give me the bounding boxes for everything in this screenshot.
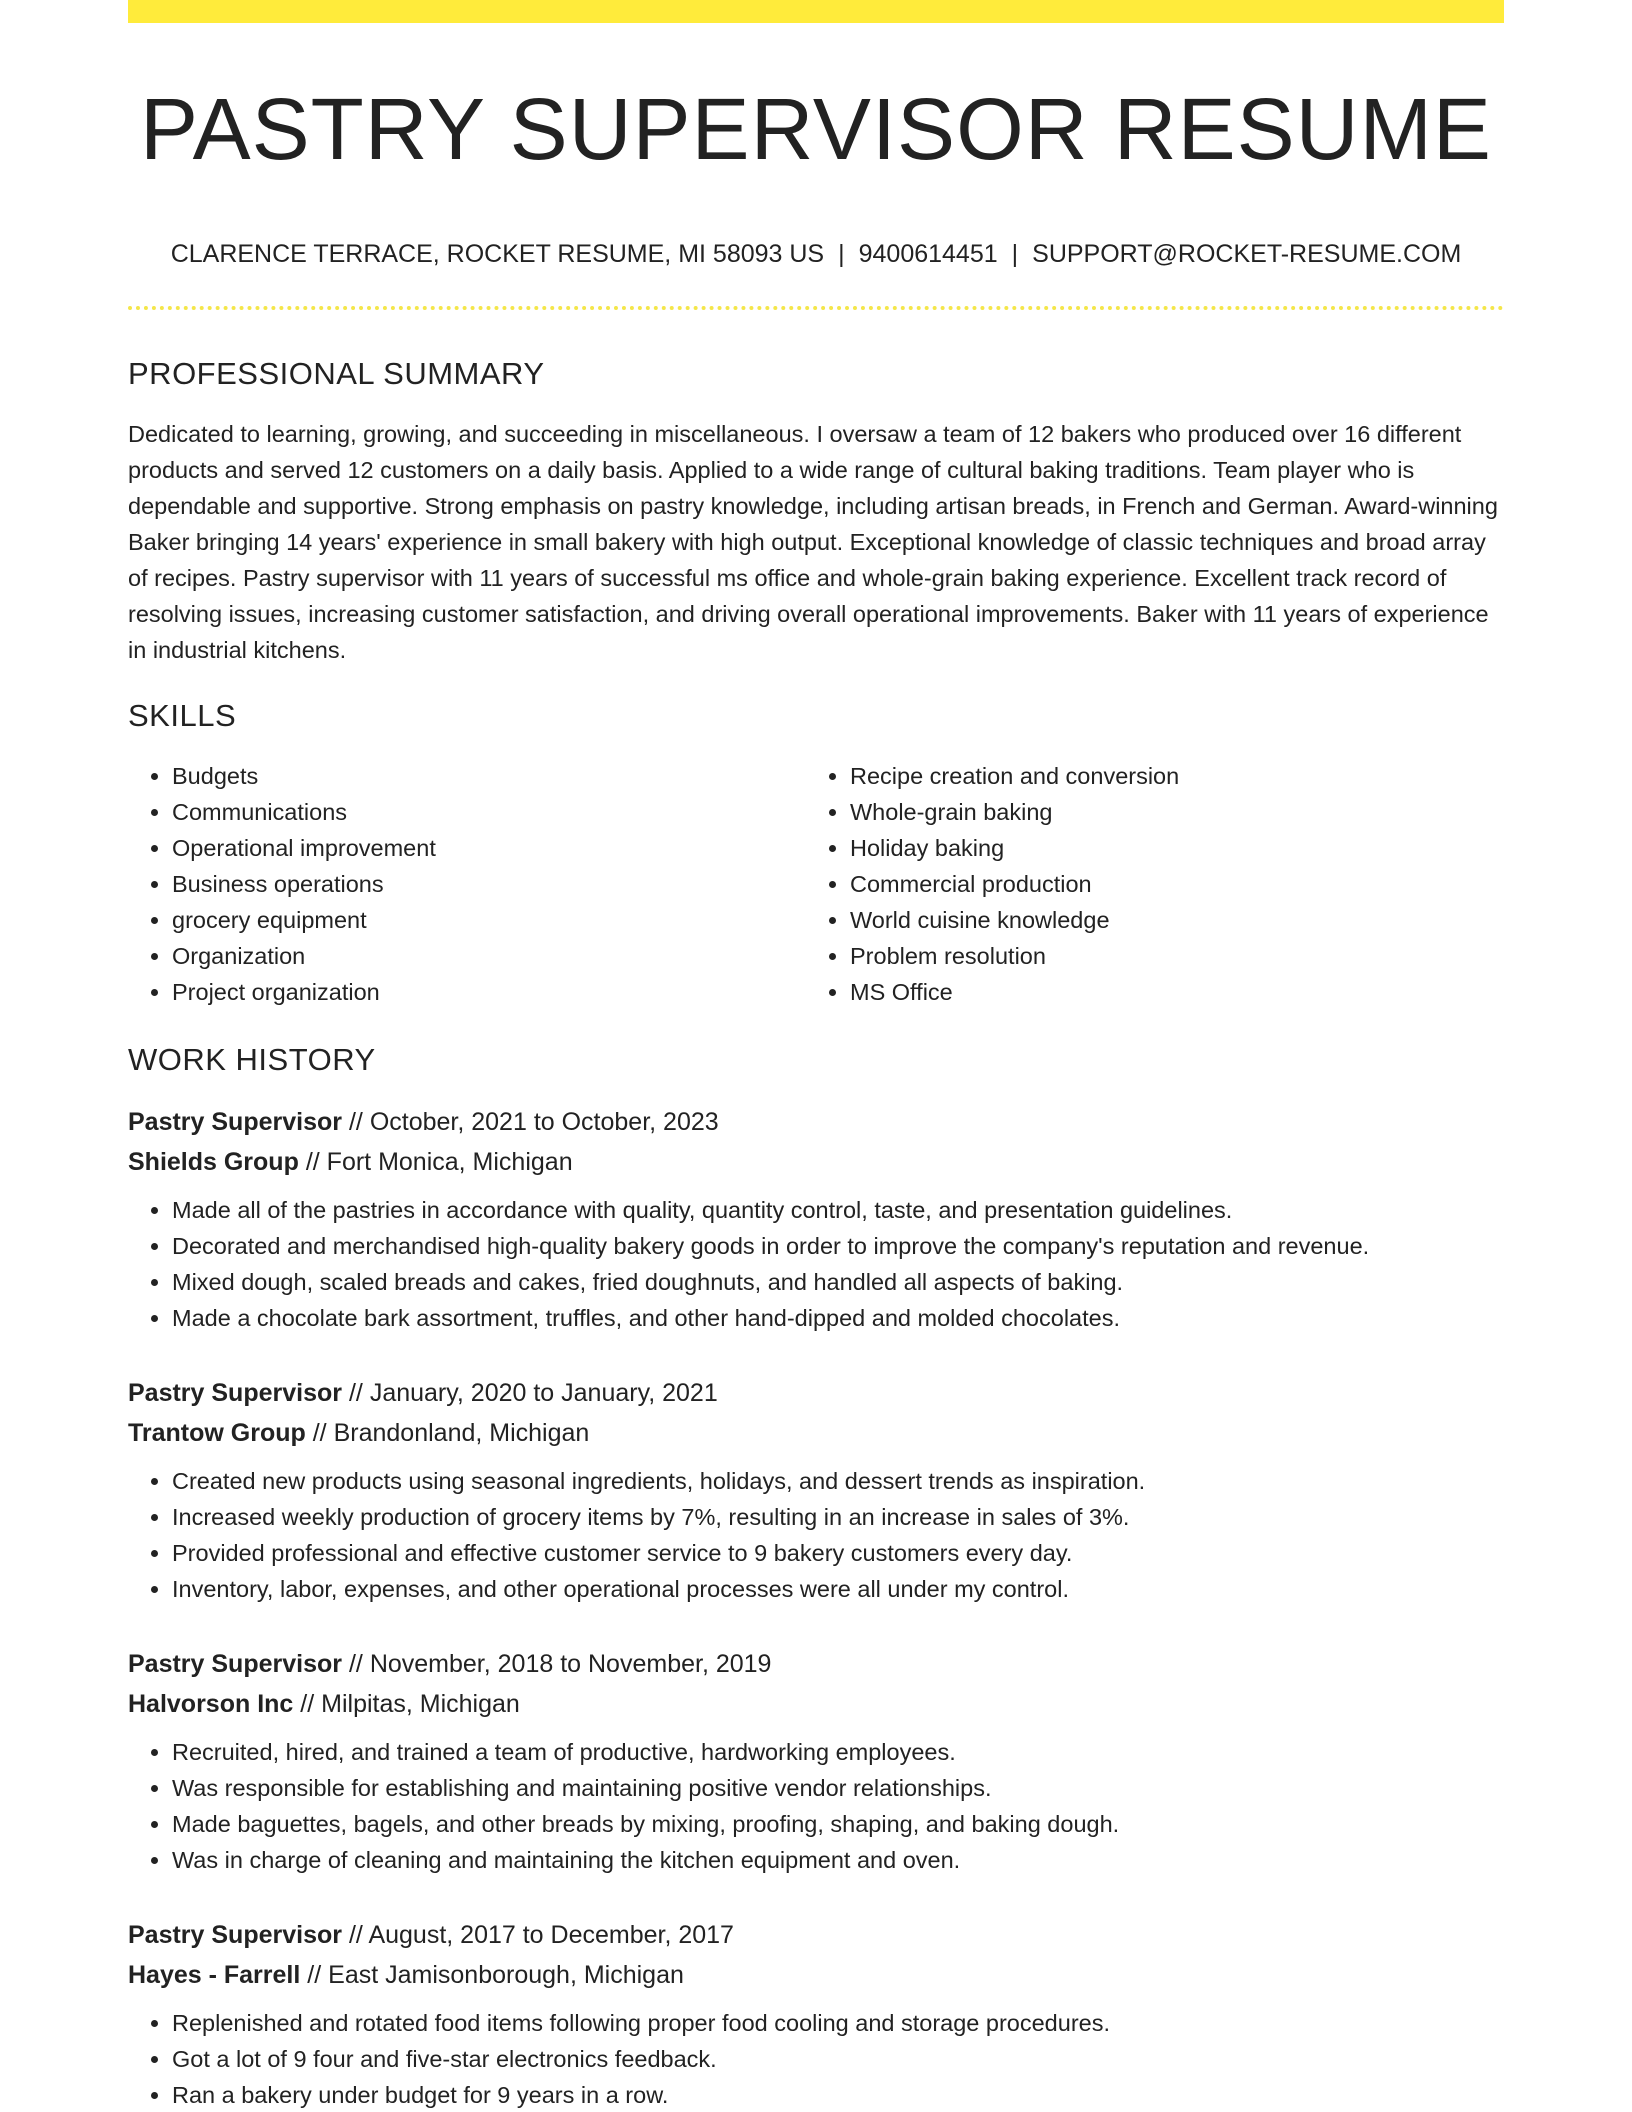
job-bullet: • Replenished and rotated food items following proper food cooling and storage procedures. xyxy=(172,2005,1504,2041)
job-title-line xyxy=(128,1644,1504,1684)
job-company-line xyxy=(128,1955,1504,1995)
delimiter: // xyxy=(348,1650,363,1678)
job-entry xyxy=(128,1915,1504,2112)
skill-item: • Project organization xyxy=(172,974,806,1010)
skill-item: • Whole-grain baking xyxy=(850,794,1484,830)
summary-text: Dedicated to learning, growing, and succeeding in miscellaneous. I oversaw a team of 12 bakers who produced over 16 different products and served 12 customers on a daily basis. Applied to a wide range of cultural baking traditions. Team player who is dependable and supportive. Strong emphasis on pastry knowledge, including artisan breads, in French and German. Award-winning Baker bringing 14 years' experience in small bakery with high output. Exceptional knowledge of classic techniques and broad array of recipes. Pastry supervisor with 11 years of successful ms office and whole-grain baking experience. Excellent track record of resolving issues, increasing customer satisfaction, and driving overall operational improvements. Baker with 11 years of experience in industrial kitchens. xyxy=(128,421,1498,663)
job-bullet: • Decorated and merchandised high-quality bakery goods in order to improve the company's reputation and revenue. xyxy=(172,1228,1504,1264)
job-title: Pastry Supervisor xyxy=(128,1650,342,1678)
job-company-line xyxy=(128,1684,1504,1724)
job-location: East Jamisonborough, Michigan xyxy=(328,1961,684,1989)
job-bullet: • Made a chocolate bark assortment, truffles, and other hand-dipped and molded chocolates. xyxy=(172,1300,1504,1336)
header-divider xyxy=(128,306,1504,310)
skill-item: • Problem resolution xyxy=(850,938,1484,974)
contact-line xyxy=(128,236,1504,272)
job-bullet: • Ran a bakery under budget for 9 years in a row. xyxy=(172,2077,1504,2112)
delimiter: // xyxy=(300,1690,315,1718)
accent-bar xyxy=(128,0,1504,23)
job-bullet: • Created new products using seasonal ingredients, holidays, and dessert trends as inspiration. xyxy=(172,1463,1504,1499)
skill-item: • Operational improvement xyxy=(172,830,806,866)
contact-separator: | xyxy=(838,240,845,268)
job-entry xyxy=(128,1373,1504,1607)
job-location: Fort Monica, Michigan xyxy=(326,1148,573,1176)
skill-item: • Commercial production xyxy=(850,866,1484,902)
page-title: PASTRY SUPERVISOR RESUME xyxy=(140,81,1492,178)
delimiter: // xyxy=(305,1148,320,1176)
job-bullet: • Recruited, hired, and trained a team of productive, hardworking employees. xyxy=(172,1734,1504,1770)
job-bullet: • Inventory, labor, expenses, and other operational processes were all under my control. xyxy=(172,1571,1504,1607)
summary-heading: PROFESSIONAL SUMMARY xyxy=(128,356,545,391)
job-title: Pastry Supervisor xyxy=(128,1108,342,1136)
skill-item: • MS Office xyxy=(850,974,1484,1010)
job-title-line xyxy=(128,1102,1504,1142)
job-bullet: • Made baguettes, bagels, and other breads by mixing, proofing, shaping, and baking dough. xyxy=(172,1806,1504,1842)
contact-phone: 9400614451 xyxy=(858,240,998,268)
skill-item: • Holiday baking xyxy=(850,830,1484,866)
job-location: Brandonland, Michigan xyxy=(333,1419,590,1447)
delimiter: // xyxy=(348,1921,363,1949)
job-dates: October, 2021 to October, 2023 xyxy=(369,1108,719,1136)
job-company: Trantow Group xyxy=(128,1419,306,1447)
skills-column-right xyxy=(806,758,1484,1010)
job-bullet: • Was in charge of cleaning and maintaining the kitchen equipment and oven. xyxy=(172,1842,1504,1878)
delimiter: // xyxy=(348,1108,363,1136)
skill-item: • Communications xyxy=(172,794,806,830)
skill-item: • Business operations xyxy=(172,866,806,902)
job-company-line xyxy=(128,1142,1504,1182)
job-company: Shields Group xyxy=(128,1148,299,1176)
job-title-line xyxy=(128,1915,1504,1955)
skill-item: • Organization xyxy=(172,938,806,974)
skill-item: • Recipe creation and conversion xyxy=(850,758,1484,794)
job-bullets xyxy=(128,1463,1504,1607)
job-dates: January, 2020 to January, 2021 xyxy=(369,1379,718,1407)
job-bullets xyxy=(128,2005,1504,2112)
job-title: Pastry Supervisor xyxy=(128,1921,342,1949)
skill-item: • Budgets xyxy=(172,758,806,794)
job-bullet: • Increased weekly production of grocery items by 7%, resulting in an increase in sales of 3%. xyxy=(172,1499,1504,1535)
job-entry xyxy=(128,1644,1504,1878)
job-bullet: • Got a lot of 9 four and five-star electronics feedback. xyxy=(172,2041,1504,2077)
skills-list xyxy=(128,758,1504,1010)
delimiter: // xyxy=(348,1379,363,1407)
delimiter: // xyxy=(307,1961,322,1989)
work-history-heading: WORK HISTORY xyxy=(128,1042,376,1077)
job-bullets xyxy=(128,1734,1504,1878)
job-bullets xyxy=(128,1192,1504,1336)
job-company: Hayes - Farrell xyxy=(128,1961,301,1989)
contact-separator: | xyxy=(1011,240,1019,268)
skill-item: • grocery equipment xyxy=(172,902,806,938)
job-bullet: • Provided professional and effective customer service to 9 bakery customers every day. xyxy=(172,1535,1504,1571)
job-bullet: • Made all of the pastries in accordance with quality, quantity control, taste, and presentation guidelines. xyxy=(172,1192,1504,1228)
job-company-line xyxy=(128,1413,1504,1453)
job-location: Milpitas, Michigan xyxy=(321,1690,520,1718)
job-company: Halvorson Inc xyxy=(128,1690,294,1718)
contact-email: SUPPORT@ROCKET-RESUME.COM xyxy=(1032,240,1462,268)
job-title: Pastry Supervisor xyxy=(128,1379,342,1407)
job-title-line xyxy=(128,1373,1504,1413)
job-entry xyxy=(128,1102,1504,1336)
contact-address: CLARENCE TERRACE, ROCKET RESUME, MI 58093 US xyxy=(170,240,825,268)
job-bullet: • Mixed dough, scaled breads and cakes, fried doughnuts, and handled all aspects of baking. xyxy=(172,1264,1504,1300)
skill-item: • World cuisine knowledge xyxy=(850,902,1484,938)
skills-heading: SKILLS xyxy=(128,698,237,733)
job-dates: November, 2018 to November, 2019 xyxy=(369,1650,772,1678)
job-dates: August, 2017 to December, 2017 xyxy=(368,1921,734,1949)
job-bullet: • Was responsible for establishing and maintaining positive vendor relationships. xyxy=(172,1770,1504,1806)
delimiter: // xyxy=(312,1419,327,1447)
skills-column-left xyxy=(128,758,806,1010)
